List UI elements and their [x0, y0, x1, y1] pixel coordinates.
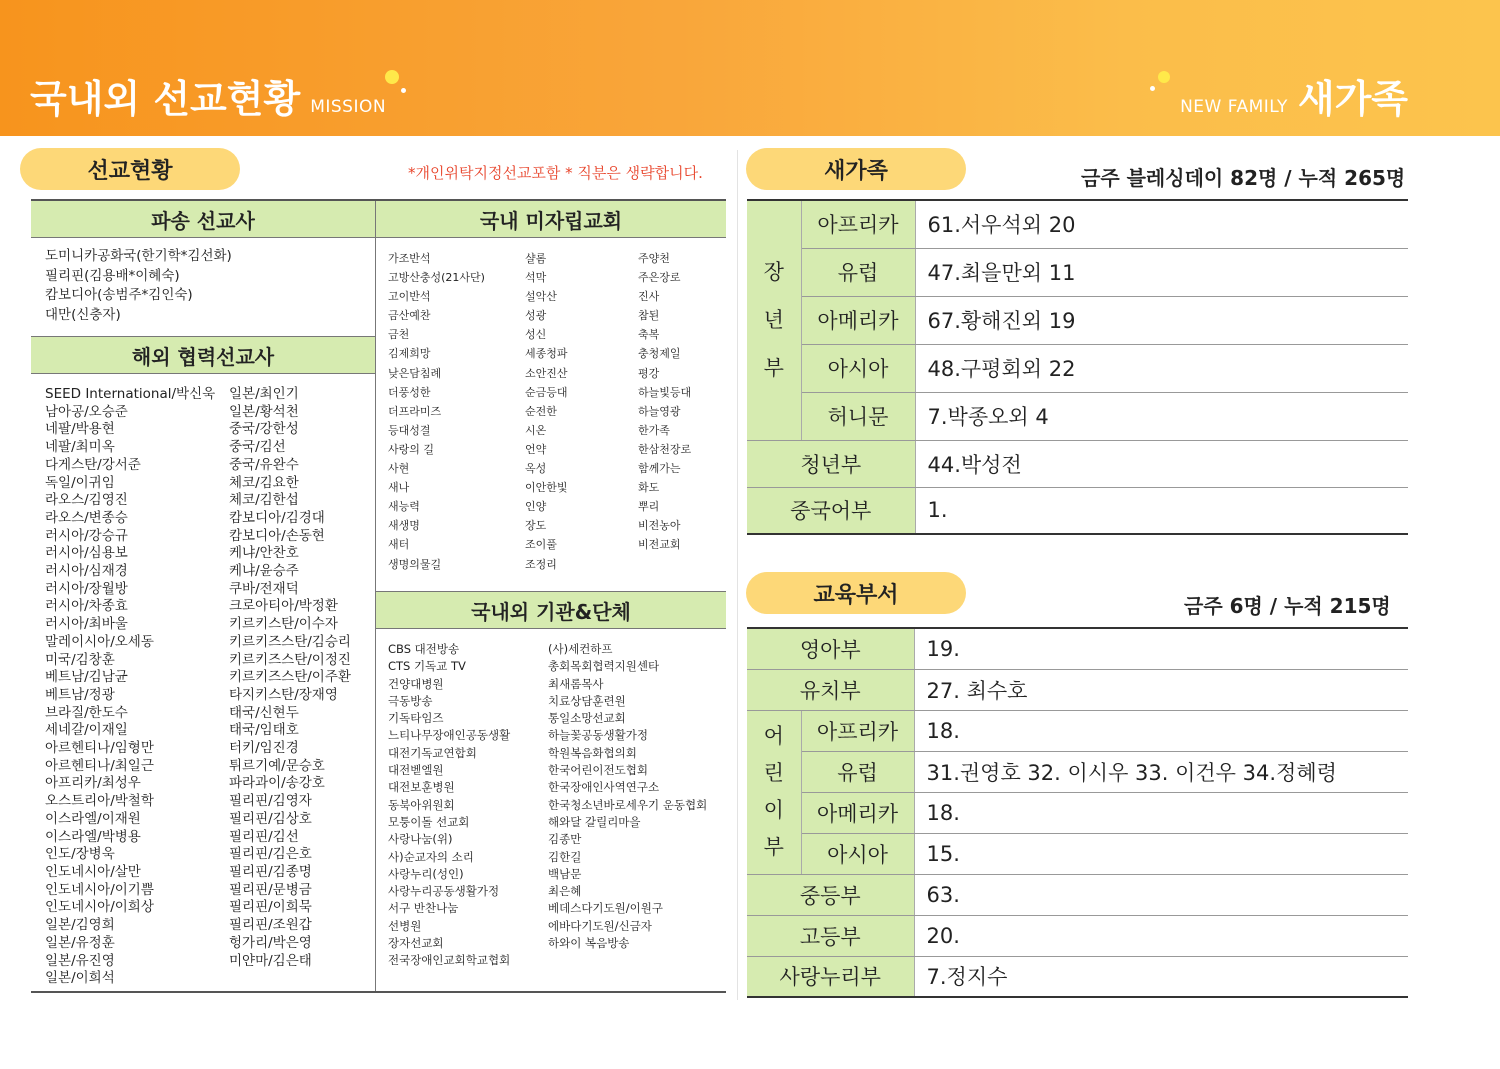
list-item: 인도네시아/이기쁨 — [45, 881, 154, 898]
row-label: 아프리카 — [801, 710, 914, 751]
table-row — [747, 710, 1408, 751]
table-row — [747, 792, 1408, 833]
table-row — [747, 200, 1408, 248]
list-item: 일본/이희석 — [45, 970, 115, 987]
list-item: CBS 대전방송 — [388, 642, 460, 656]
row-value: 31.권영호 32. 이시우 33. 이건우 34.정혜령 — [914, 751, 1408, 792]
list-item: 크로아티아/박정환 — [229, 598, 338, 615]
list-item: 라오스/변종승 — [45, 509, 128, 526]
list-item: 설악산 — [525, 290, 557, 304]
list-item: 대전기독교연합회 — [388, 745, 477, 760]
list-item: 하늘빛등대 — [638, 385, 692, 399]
list-item: 샬롬 — [525, 252, 547, 265]
list-item: 진사 — [638, 290, 660, 304]
list-item: 러시아/심재경 — [45, 563, 128, 580]
header-banner — [0, 0, 1500, 136]
list-item: 파라과이/송강호 — [229, 775, 325, 792]
list-item: 캄보디아/손동현 — [229, 527, 325, 544]
list-item: 총회목회협력지원센타 — [548, 659, 660, 674]
list-item: 한국어린이전도협회 — [548, 763, 648, 778]
list-item: 더프라미즈 — [388, 404, 442, 418]
row-label: 영아부 — [747, 628, 914, 669]
list-item: 축복 — [638, 328, 660, 342]
list-item: 건양대병원 — [388, 676, 444, 691]
list-item: 네팔/박용현 — [45, 421, 115, 438]
list-item: 필리핀/문병금 — [229, 881, 312, 898]
group-label-jangnyeonbu — [747, 200, 801, 440]
list-item: 일본/황석천 — [229, 403, 299, 420]
table-row — [747, 344, 1408, 392]
list-item: 필리핀/김종명 — [229, 863, 312, 880]
list-item: 가조반석 — [388, 252, 431, 265]
list-item: 필리핀/김상호 — [229, 810, 312, 827]
group-label-char: 부 — [763, 356, 784, 381]
list-item: 한삼천장로 — [638, 442, 692, 456]
group-label-char: 어 — [763, 724, 784, 748]
list-item: 사랑누리(성인) — [388, 866, 464, 881]
row-label: 유치부 — [747, 669, 914, 710]
list-item: 사현 — [388, 462, 410, 476]
list-item: 일본/최인기 — [229, 386, 299, 402]
edu-table — [747, 627, 1408, 998]
list-item: 학원복음화협의회 — [548, 745, 637, 760]
list-item: 베트남/정광 — [45, 686, 115, 703]
list-item: 중국/강한성 — [229, 421, 299, 438]
row-label: 유럽 — [801, 248, 915, 296]
row-value: 18. — [914, 792, 1408, 833]
list-item: 평강 — [638, 366, 660, 380]
newfam-summary: 금주 블레싱데이 82명 / 누적 265명 — [1081, 166, 1406, 190]
list-item: 터키/임진경 — [229, 740, 299, 757]
row-value: 67.황해진외 19 — [915, 296, 1408, 344]
list-item: 아프리카/최성우 — [45, 775, 141, 792]
list-item: 낮은담침례 — [388, 366, 442, 380]
list-item: 체코/김한섭 — [229, 492, 299, 509]
list-item: 시온 — [525, 423, 547, 437]
list-item: 세종청파 — [525, 347, 568, 361]
table-row — [747, 487, 1408, 534]
list-item: 튀르기예/문승호 — [229, 757, 325, 774]
list-item: 쿠바/전재덕 — [229, 580, 299, 597]
list-item: 순금등대 — [525, 385, 568, 399]
group-label-char: 년 — [763, 308, 784, 333]
row-label: 청년부 — [747, 440, 915, 487]
list-item: 고이반석 — [388, 290, 431, 304]
list-item: 한가족 — [638, 423, 670, 437]
list-item: 세네갈/이재일 — [45, 722, 128, 739]
table-row — [747, 392, 1408, 440]
list-item: 다게스탄/강서준 — [45, 456, 141, 473]
group-label-eorinibu — [747, 710, 801, 874]
decor-dot — [385, 70, 399, 84]
list-item: SEED International/박신욱 — [45, 386, 216, 402]
edu-summary: 금주 6명 / 누적 215명 — [1184, 594, 1391, 618]
gnjr-list-col2 — [525, 249, 568, 574]
decor-dot — [1158, 71, 1170, 83]
list-item: 케냐/안찬호 — [229, 545, 299, 562]
group-label-char: 부 — [763, 835, 784, 859]
list-item: 러시아/장월방 — [45, 580, 128, 597]
list-item: 등대성결 — [388, 423, 431, 437]
table-row — [747, 440, 1408, 487]
list-item: 동북아위원회 — [388, 797, 455, 812]
row-label: 아시아 — [801, 344, 915, 392]
list-item: 러시아/최바울 — [45, 616, 128, 633]
list-item: 김제희망 — [388, 347, 431, 361]
list-item: 이스라엘/이재원 — [45, 810, 141, 827]
list-item: 남아공/오승준 — [45, 403, 128, 420]
list-item: 하늘꽃공동생활가정 — [548, 728, 648, 743]
list-item: 언약 — [525, 442, 547, 456]
row-value: 61.서우석외 20 — [915, 200, 1408, 248]
table-row — [747, 956, 1408, 997]
list-item: 더풍성한 — [388, 385, 431, 399]
newfam-pill: 새가족 — [746, 148, 966, 190]
list-item: 키르키스탄/이수자 — [229, 616, 338, 633]
list-item: 새생명 — [388, 519, 420, 533]
list-item: 헝가리/박은영 — [229, 934, 312, 951]
list-item: 러시아/심용보 — [45, 545, 128, 562]
list-item: 소안진산 — [525, 366, 568, 380]
list-item: 한국청소년바로세우기 운동협회 — [548, 797, 708, 812]
list-item: 생명의물길 — [388, 557, 442, 571]
list-item: 인양 — [525, 500, 547, 514]
list-item: 주양천 — [638, 252, 670, 265]
table-row — [747, 248, 1408, 296]
list-item: 조정리 — [525, 557, 557, 571]
list-item: 인도네시아/이희상 — [45, 899, 154, 916]
list-item: 하와이 복음방송 — [548, 936, 630, 951]
list-item: 금산예찬 — [388, 309, 431, 323]
row-value: 47.최을만외 11 — [915, 248, 1408, 296]
list-item: 석막 — [525, 271, 547, 285]
pasong-list — [45, 247, 232, 326]
list-item: 장도 — [525, 519, 547, 533]
list-item: 러시아/강승규 — [45, 527, 128, 544]
list-item: 키르키즈스탄/이정진 — [229, 651, 351, 668]
table-row — [747, 296, 1408, 344]
row-label: 허니문 — [801, 392, 915, 440]
list-item: 필리핀/조원갑 — [229, 917, 312, 934]
mission-table — [31, 199, 726, 993]
list-item: (사)세컨하프 — [548, 642, 613, 656]
list-item: 태국/신현두 — [229, 704, 299, 721]
list-item: 러시아/차종효 — [45, 598, 128, 615]
list-item: 기독타임즈 — [388, 711, 444, 726]
list-item: 선병원 — [388, 918, 422, 933]
list-item: 최은혜 — [548, 884, 582, 899]
header-right-title-group — [1180, 68, 1408, 123]
list-item: 주은장로 — [638, 271, 681, 285]
list-item: 필리핀/김은호 — [229, 846, 312, 863]
list-item: 성광 — [525, 309, 547, 323]
table-row — [747, 628, 1408, 669]
mission-note: *개인위탁지정선교포함 * 직분은 생략합니다. — [408, 164, 703, 182]
gnjr-list-col1 — [388, 249, 485, 574]
list-item: 비전농아 — [638, 519, 681, 533]
row-value: 15. — [914, 833, 1408, 874]
list-item: 일본/김영희 — [45, 917, 115, 934]
list-item: 이안한빛 — [525, 481, 568, 495]
row-label: 중국어부 — [747, 487, 915, 534]
list-item: 대전벧엘원 — [388, 763, 444, 778]
list-item: 화도 — [638, 481, 660, 495]
list-item: 필리핀/김영자 — [229, 793, 312, 810]
row-label: 아프리카 — [801, 200, 915, 248]
list-item: 백남문 — [548, 866, 582, 881]
row-value: 19. — [914, 628, 1408, 669]
table-row — [747, 833, 1408, 874]
list-item: 충청제일 — [638, 347, 681, 361]
newfam-table — [747, 199, 1408, 535]
list-item: 김한길 — [548, 849, 582, 864]
list-item: 이스라엘/박병용 — [45, 828, 141, 845]
gigwan-list-col2 — [548, 641, 707, 952]
list-item: 치료상담훈련원 — [548, 693, 626, 708]
group-label-char: 린 — [763, 761, 784, 785]
list-item: 대전보훈병원 — [388, 780, 455, 795]
list-item: 한국장애인사역연구소 — [548, 780, 660, 795]
list-item: 사랑의 길 — [388, 442, 435, 456]
row-value: 48.구평회외 22 — [915, 344, 1408, 392]
list-item: 해와달 갈릴리마을 — [548, 814, 641, 829]
list-item: 체코/김요한 — [229, 474, 299, 491]
list-item: 하늘영광 — [638, 404, 681, 418]
list-item: 고방산충성(21사단) — [388, 271, 485, 285]
list-item: 케냐/윤승주 — [229, 563, 299, 580]
list-item: 일본/유진영 — [45, 952, 115, 969]
list-item: 인도네시아/살만 — [45, 863, 141, 880]
list-item: 키르키즈스탄/이주환 — [229, 669, 351, 686]
list-item: 옥성 — [525, 462, 547, 476]
list-item: 에바다기도원/신금자 — [548, 918, 652, 933]
list-item: 사랑나눔(위) — [388, 832, 453, 847]
list-item: 도미니카공화국(한기학*김선화) — [45, 248, 232, 264]
list-item: 태국/임태호 — [229, 722, 299, 739]
hyup-list-col2 — [229, 386, 351, 970]
mission-pill: 선교현황 — [20, 148, 240, 190]
list-item: 느티나무장애인공동생활 — [388, 728, 511, 743]
list-item: 인도/장병욱 — [45, 846, 115, 863]
header-right-en: NEW FAMILY — [1180, 97, 1288, 117]
list-item: 성신 — [525, 328, 547, 342]
list-item: 키르키즈스탄/김승리 — [229, 633, 351, 650]
list-item: 새터 — [388, 538, 410, 552]
list-item: 뿌리 — [638, 500, 660, 514]
row-label: 사랑누리부 — [747, 956, 914, 997]
list-item: 순전한 — [525, 404, 557, 418]
list-item: 필리핀/이희묵 — [229, 899, 312, 916]
list-item: 중국/유완수 — [229, 456, 299, 473]
hyup-list-col1 — [45, 386, 215, 988]
row-label: 유럽 — [801, 751, 914, 792]
row-value: 1. — [915, 487, 1408, 534]
gigwan-list-col1 — [388, 641, 510, 970]
list-item: 극동방송 — [388, 693, 433, 708]
list-item: 중국/김선 — [229, 439, 286, 456]
list-item: 캄보디아/김경대 — [229, 509, 325, 526]
list-item: 일본/유정훈 — [45, 934, 115, 951]
gnjr-list-col3 — [638, 249, 691, 555]
list-item: 미국/김창훈 — [45, 651, 115, 668]
page-divider — [737, 150, 738, 1000]
row-value: 20. — [914, 915, 1408, 956]
gigwan-heading: 국내외 기관&단체 — [376, 591, 726, 629]
list-item: 캄보디아(송범주*김인숙) — [45, 287, 193, 304]
list-item: 모퉁이돌 선교회 — [388, 814, 470, 829]
row-label: 중등부 — [747, 874, 914, 915]
list-item: 통일소망선교회 — [548, 711, 626, 726]
list-item: 아르헨티나/최일근 — [45, 757, 154, 774]
list-item: 베트남/김남균 — [45, 669, 128, 686]
row-label: 아메리카 — [801, 792, 914, 833]
list-item: 참된 — [638, 309, 660, 323]
list-item: 새나 — [388, 481, 410, 495]
list-item: 오스트리아/박철학 — [45, 793, 154, 810]
row-label: 고등부 — [747, 915, 914, 956]
list-item: 대만(신충자) — [45, 307, 121, 324]
list-item: 새능력 — [388, 500, 420, 514]
hyup-heading: 해외 협력선교사 — [31, 336, 375, 374]
group-label-char: 이 — [763, 798, 784, 822]
group-label-char: 장 — [763, 260, 784, 285]
list-item: 금천 — [388, 328, 410, 342]
list-item: 조이풀 — [525, 538, 557, 552]
header-left-en: MISSION — [310, 97, 387, 117]
header-right-title: 새가족 — [1297, 77, 1408, 121]
header-left-title-group — [30, 68, 386, 123]
row-label: 아시아 — [801, 833, 914, 874]
list-item: 네팔/최미옥 — [45, 439, 115, 456]
list-item: 말레이시아/오세동 — [45, 633, 154, 650]
list-item: 독일/이귀임 — [45, 474, 115, 491]
table-row — [747, 669, 1408, 710]
table-row — [747, 915, 1408, 956]
list-item: 최새롬목사 — [548, 676, 604, 691]
list-item: 장자선교회 — [388, 936, 444, 951]
list-item: 사)순교자의 소리 — [388, 849, 474, 864]
list-item: 라오스/김영진 — [45, 492, 128, 509]
list-item: 아르헨티나/임형만 — [45, 740, 154, 757]
row-value: 27. 최수호 — [914, 669, 1408, 710]
header-left-title: 국내외 선교현황 — [30, 77, 301, 121]
edu-pill: 교육부서 — [746, 572, 966, 614]
list-item: 사랑누리공동생활가정 — [388, 884, 500, 899]
list-item: 서구 반찬나눔 — [388, 901, 459, 916]
list-item: 전국장애인교회학교협회 — [388, 953, 511, 968]
list-item: 함께가는 — [638, 462, 681, 476]
list-item: 브라질/한도수 — [45, 704, 128, 721]
list-item: 필리핀/김선 — [229, 828, 299, 845]
row-value: 7.정지수 — [914, 956, 1408, 997]
row-value: 63. — [914, 874, 1408, 915]
pasong-heading: 파송 선교사 — [31, 201, 375, 238]
list-item: 필리핀(김용배*이혜숙) — [45, 267, 180, 284]
list-item: 미얀마/김은태 — [229, 952, 312, 969]
row-value: 18. — [914, 710, 1408, 751]
gnjr-heading: 국내 미자립교회 — [376, 201, 726, 238]
row-label: 아메리카 — [801, 296, 915, 344]
list-item: 김종만 — [548, 832, 582, 847]
row-value: 7.박종오외 4 — [915, 392, 1408, 440]
row-value: 44.박성전 — [915, 440, 1408, 487]
list-item: 비전교회 — [638, 538, 681, 552]
list-item: 타지키스탄/장재영 — [229, 686, 338, 703]
list-item: 베데스다기도원/이원구 — [548, 901, 663, 916]
decor-dot — [401, 88, 406, 93]
list-item: CTS 기독교 TV — [388, 659, 466, 674]
decor-dot — [1150, 86, 1155, 91]
table-row — [747, 874, 1408, 915]
table-row — [747, 751, 1408, 792]
